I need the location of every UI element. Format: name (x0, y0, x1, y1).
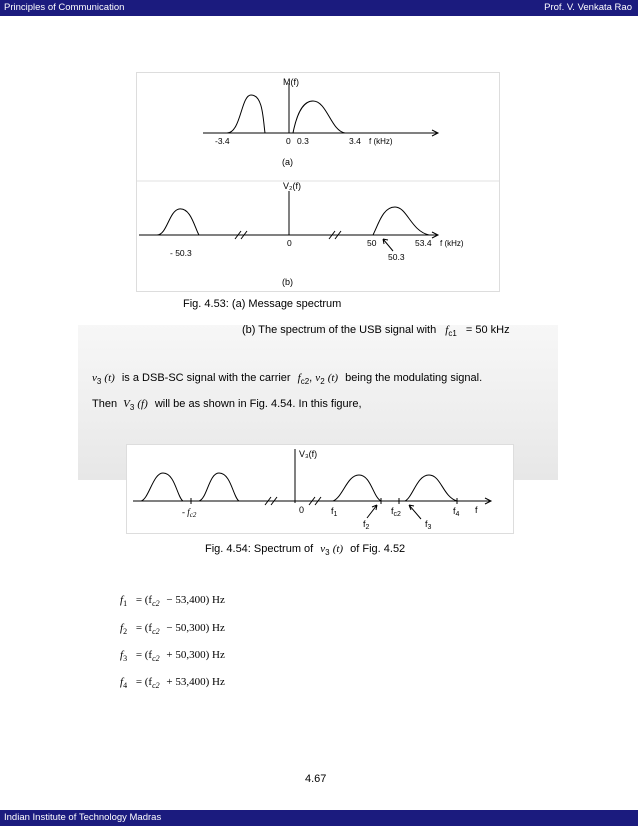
equation-f1: $f_1 = (f_{c2} - 53,400)$ Hz (120, 594, 225, 608)
svg-text:f2: $f_2$ (363, 519, 370, 531)
svg-text:(a): (a) (282, 157, 293, 167)
spectrum-b-left (157, 209, 199, 235)
svg-text:f (kHz): f (kHz) (369, 137, 393, 146)
svg-text:0: 0 (299, 505, 305, 515)
svg-text:-3.4: -3.4 (215, 136, 230, 146)
svg-text:f4: $f_4$ (453, 506, 460, 518)
svg-text:3.4: 3.4 (349, 136, 361, 146)
page-number: 4.67 (305, 773, 327, 785)
caption-4-54: Fig. 4.54: Spectrum of $v_3$ (t) of Fig. 4.52 (205, 543, 406, 557)
equation-f2: $f_2 = (f_{c2} - 50,300)$ Hz (120, 622, 225, 636)
svg-text:53.4: 53.4 (415, 238, 432, 248)
paragraph-line1: $v_3$ (t) is a DSB-SC signal with the carrier $f_{c2}$, $v_2$ (t) being the modulating signal. (92, 372, 483, 386)
svg-text:0: 0 (287, 238, 292, 248)
header-bar (0, 0, 638, 16)
equation-f4: $f_4 = (f_{c2} + 53,400)$ Hz (120, 676, 225, 690)
svg-text:f3: $f_3$ (425, 519, 432, 531)
figure-4-54-plot (127, 445, 513, 533)
figure-4-54 (126, 444, 514, 534)
svg-text:50: 50 (367, 238, 377, 248)
svg-text:0.3: 0.3 (297, 136, 309, 146)
svg-text:M(f): M(f) (283, 77, 299, 87)
spectrum-b-right (373, 207, 429, 235)
figure-4-53 (136, 72, 500, 292)
svg-text:V₂(f): V₂(f) (283, 181, 301, 191)
author: Prof. V. Venkata Rao (544, 2, 632, 13)
svg-text:f (kHz): f (kHz) (440, 239, 464, 248)
equation-f3: $f_3 = (f_{c2} + 50,300)$ Hz (120, 649, 225, 663)
footer-bar (0, 810, 638, 826)
svg-text:- fc2: - $f_{c2}$ (182, 507, 197, 519)
svg-text:f1: $f_1$ (331, 506, 338, 518)
svg-text:f: f (475, 505, 478, 515)
institution: Indian Institute of Technology Madras (4, 812, 162, 823)
svg-text:fc2: $f_{c2}$ (391, 506, 401, 518)
svg-text:(b): (b) (282, 277, 293, 287)
caption-4-53-line2: (b) The spectrum of the USB signal with $f_{c1} = 50$ kHz (242, 324, 510, 338)
svg-text:- 50.3: - 50.3 (170, 248, 192, 258)
caption-4-53-line1: Fig. 4.53: (a) Message spectrum (183, 298, 342, 310)
figure-4-53-plot (137, 73, 499, 291)
svg-text:50.3: 50.3 (388, 252, 405, 262)
svg-text:V₃(f): V₃(f) (299, 449, 318, 459)
svg-text:0: 0 (286, 136, 291, 146)
spectrum-a-right (293, 101, 345, 133)
paragraph-line2: Then $V_3$ (f) will be as shown in Fig. 4.54. In this figure, (92, 398, 362, 412)
spectrum-a-left (227, 95, 265, 133)
course-title: Principles of Communication (4, 2, 125, 13)
